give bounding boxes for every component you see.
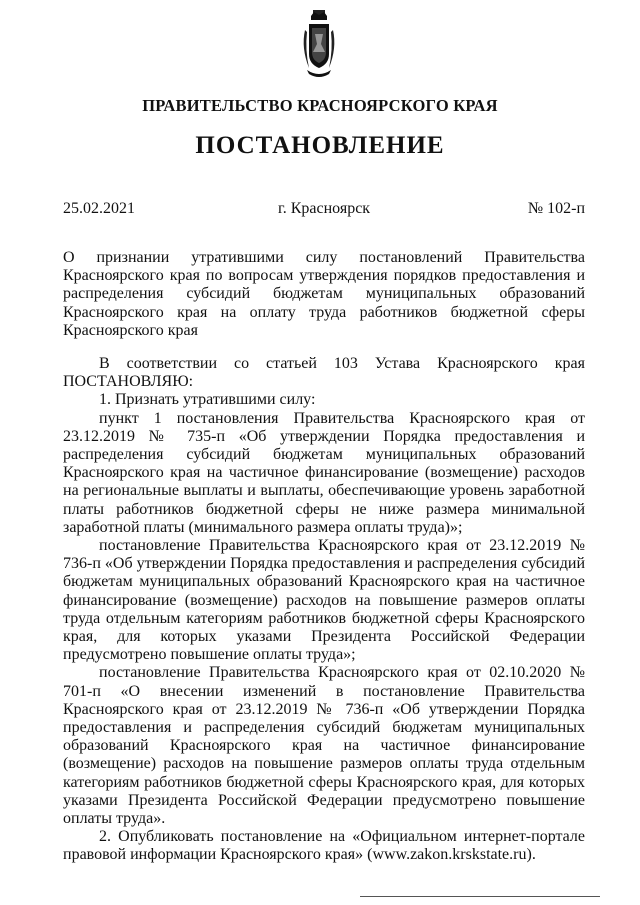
body-paragraph-repeal-1: пункт 1 постановления Правительства Красноярского края от 23.12.2019 № 735-п «Об утверждении Порядка предоставления и распределения субсидий бюджетам муниципальных образований Красноярского края на частичное финансирование (возмещение) расходов на региональные выплаты и выплаты, обеспечивающие уровень заработной платы работников бюджетной сферы не ниже размера минимальной заработной платы (минимального размера оплаты труда)»; [63, 409, 585, 536]
body-paragraph-item-2: 2. Опубликовать постановление на «Официальном интернет-портале правовой информации Красноярского края» (www.zakon.krskstate.ru). [63, 828, 585, 864]
body-paragraph-repeal-3: постановление Правительства Красноярского края от 02.10.2020 № 701-п «О внесении изменений в постановление Правительства Красноярского края от 23.12.2019 № 736-п «Об утверждении Порядка предоставления и распределения субсидий бюджетам муниципальных образований Красноярского края на частичное финансирование (возмещение) расходов на повышение размеров оплаты труда отдельным категориям работников бюджетной сферы Красноярского края, для которых указами Президента Российской Федерации предусмотрено повышение оплаты труда». [63, 664, 585, 828]
document-subject: О признании утратившими силу постановлений Правительства Красноярского края по вопросам утверждения порядков предоставления и распределения субсидий бюджетам муниципальных образований Красноярского края на оплату труда работников бюджетной сферы Красноярского края [63, 249, 585, 339]
body-paragraph-repeal-2: постановление Правительства Красноярского края от 23.12.2019 № 736-п «Об утверждении Порядка предоставления и распределения субсидий бюджетам муниципальных образований Красноярского края на частичное финансирование (возмещение) расходов на повышение размеров оплаты труда отдельным категориям работников бюджетной сферы Красноярского края, для которых указами Президента Российской Федерации предусмотрено повышение оплаты труда»; [63, 537, 585, 664]
document-body [63, 355, 585, 865]
body-paragraph-preamble: В соответствии со статьей 103 Устава Красноярского края ПОСТАНОВЛЯЮ: [63, 355, 585, 391]
body-paragraph-item-1: 1. Признать утратившими силу: [99, 391, 316, 409]
document-type-heading: ПОСТАНОВЛЕНИЕ [195, 132, 445, 159]
footer-divider [360, 896, 600, 897]
document-city: г. Красноярск [277, 200, 371, 217]
document-date: 25.02.2021 [63, 200, 135, 217]
document-number: № 102-п [527, 200, 585, 217]
coat-of-arms-emblem [299, 8, 339, 82]
organization-title: ПРАВИТЕЛЬСТВО КРАСНОЯРСКОГО КРАЯ [142, 96, 498, 115]
